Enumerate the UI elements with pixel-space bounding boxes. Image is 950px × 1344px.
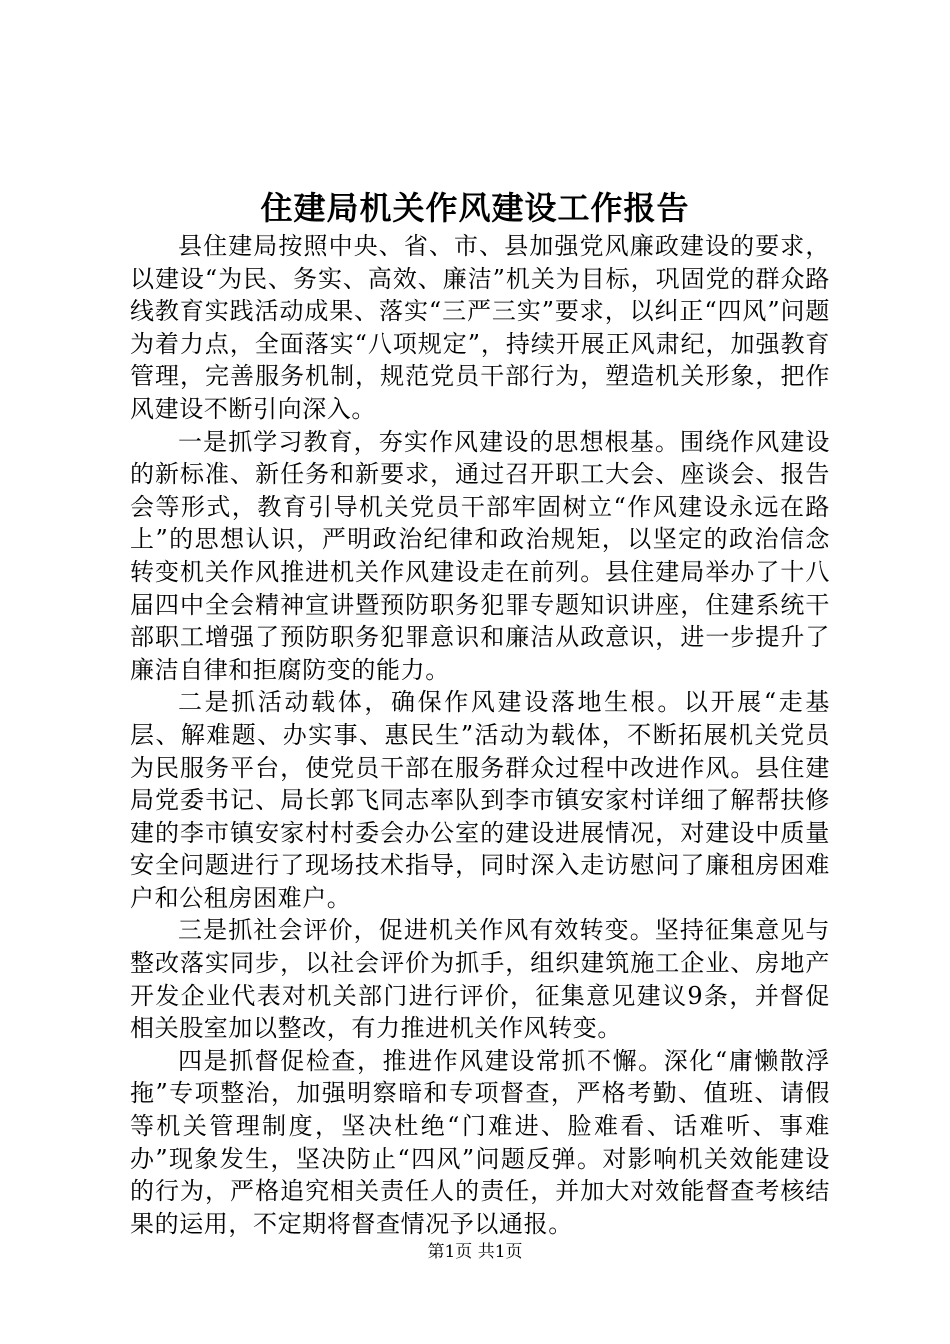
paragraph-activity-carrier: 二是抓活动载体，确保作风建设落地生根。以开展“走基层、解难题、办实事、惠民生”活动为载体，不断拓展机关党员为民服务平台，使党员干部在服务群众过程中改进作风。县住建局党委书记、局长郭飞同志率队到李市镇安家村详细了解帮扶修建的李市镇安家村村委会办公室的建设进展情况，对建设中质量安全问题进行了现场技术指导，同时深入走访慰问了廉租房困难户和公租房困难户。 (130, 688, 830, 912)
paragraph-supervision: 四是抓督促检查，推进作风建设常抓不懈。深化“庸懒散浮拖”专项整治，加强明察暗和专项督查，严格考勤、值班、请假等机关管理制度，坚决杜绝“门难进、脸难看、话难听、事难办”现象发生，坚决防止“四风”问题反弹。对影响机关效能建设的行为，严格追究相关责任人的责任，并加大对效能督查考核结果的运用，不定期将督查情况予以通报。 (130, 1046, 830, 1238)
paragraph-intro: 县住建局按照中央、省、市、县加强党风廉政建设的要求，以建设“为民、务实、高效、廉洁”机关为目标，巩固党的群众路线教育实践活动成果、落实“三严三实”要求，以纠正“四风”问题为着力点，全面落实“八项规定”，持续开展正风肃纪，加强教育管理，完善服务机制，规范党员干部行为，塑造机关形象，把作风建设不断引向深入。 (130, 232, 830, 423)
page-footer: 第1页 共1页 (427, 1242, 523, 1262)
document-body (130, 230, 830, 1240)
document-title: 住建局机关作风建设工作报告 (260, 189, 690, 227)
paragraph-study-education: 一是抓学习教育，夯实作风建设的思想根基。围绕作风建设的新标准、新任务和新要求，通过召开职工大会、座谈会、报告会等形式，教育引导机关党员干部牢固树立“作风建设永远在路上”的思想认识，严明政治纪律和政治规矩，以坚定的政治信念转变机关作风推进机关作风建设走在前列。县住建局举办了十八届四中全会精神宣讲暨预防职务犯罪专题知识讲座，住建系统干部职工增强了预防职务犯罪意识和廉洁从政意识，进一步提升了廉洁自律和拒腐防变的能力。 (130, 427, 830, 684)
paragraph-social-evaluation: 三是抓社会评价，促进机关作风有效转变。坚持征集意见与整改落实同步，以社会评价为抓手，组织建筑施工企业、房地产开发企业代表对机关部门进行评价，征集意见建议9条，并督促相关股室加以整改，有力推进机关作风转变。 (130, 916, 830, 1043)
